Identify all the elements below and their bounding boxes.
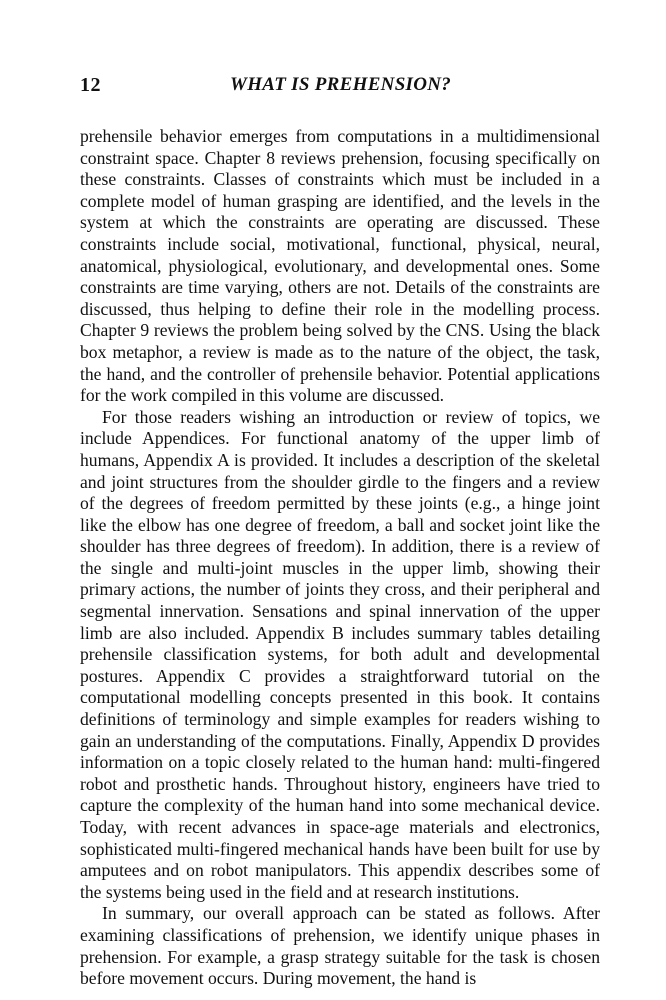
running-title: WHAT IS PREHENSION? — [230, 74, 452, 95]
running-head — [80, 74, 600, 102]
paragraph-3: In summary, our overall approach can be stated as follows. After examining classifications of prehension, we identify unique phases in prehension. For example, a grasp strategy suitable for the task is chosen before movement occurs. During movement, the hand is — [80, 903, 600, 989]
page-number: 12 — [80, 74, 101, 96]
body-text — [80, 126, 600, 990]
paragraph-1: prehensile behavior emerges from computations in a multidimensional constraint space. Chapter 8 reviews prehension, focusing specifically on these constraints. Classes of constraints which must be included in a complete model of human grasping are identified, and the levels in the system at which the constraints are operating are discussed. These constraints include social, motivational, functional, physical, neural, anatomical, physiological, evolutionary, and developmental ones. Some constraints are time varying, others are not. Details of the constraints are discussed, thus helping to define their role in the modelling process. Chapter 9 reviews the problem being solved by the CNS. Using the black box metaphor, a review is made as to the nature of the object, the task, the hand, and the controller of prehensile behavior. Potential applications for the work compiled in this volume are discussed. — [80, 126, 600, 406]
paragraph-2: For those readers wishing an introduction or review of topics, we include Appendices. For functional anatomy of the upper limb of humans, Appendix A is provided. It includes a description of the skeletal and joint structures from the shoulder girdle to the fingers and a review of the degrees of freedom permitted by these joints (e.g., a hinge joint like the elbow has one degree of freedom, a ball and socket joint like the shoulder has three degrees of freedom). In addition, there is a review of the single and multi-joint muscles in the upper limb, showing their primary actions, the number of joints they cross, and their peripheral and segmental innervation. Sensations and spinal innervation of the upper limb are also included. Appendix B includes summary tables detailing prehensile classification systems, for both adult and developmental postures. Appendix C provides a straightforward tutorial on the computational modelling concepts presented in this book. It contains definitions of terminology and simple examples for readers wishing to gain an understanding of the computations. Finally, Appendix D provides information on a topic closely related to the human hand: multi-fingered robot and prosthetic hands. Throughout history, engineers have tried to capture the complexity of the human hand into some mechanical device. Today, with recent advances in space-age materials and electronics, sophisticated multi-fingered mechanical hands have been built for use by amputees and on robot manipulators. This appendix describes some of the systems being used in the field and at research institutions. — [80, 406, 600, 902]
